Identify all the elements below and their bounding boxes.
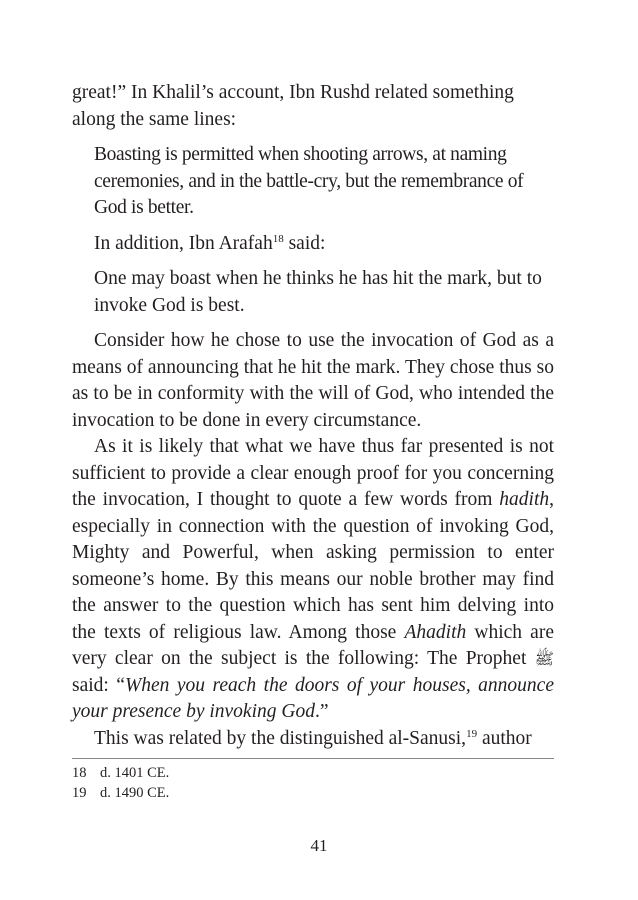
paragraph-text: author (477, 727, 532, 749)
paragraph-text: In addition, Ibn Arafah (94, 232, 273, 254)
paragraph-text: .” (314, 701, 329, 722)
footnote-18 (72, 763, 554, 783)
page-number: 41 (310, 836, 328, 855)
footnote-text: d. 1401 CE. (100, 765, 170, 781)
salawat-glyph-icon: ﷺ (534, 649, 554, 668)
footnote-19 (72, 783, 554, 803)
block-quote-ibn-arafah: One may boast when he thinks he has hit the mark, but to invoke God is best. (94, 268, 542, 316)
paragraph-sanusi (72, 726, 554, 753)
paragraph-invocation: Consider how he chose to use the invocation of God as a means of announcing that he hit the mark. They chose thus so as to be in conformity with the will of God, who intended the invocation to be done in every circumstance. (72, 330, 554, 431)
paragraph-text: which are very clear on the subject is the following: The Prophet (72, 621, 554, 669)
footnote-number: 19 (72, 785, 87, 801)
paragraph-text: , especially in connection with the question of invoking God, Mighty and Powerful, when asking permission to enter someone’s home. By this means our noble brother may find the answer to the question which has sent him delving into the texts of religious law. Among those (72, 489, 554, 643)
paragraph-hadith (72, 434, 554, 726)
italic-hadith-quote: When you reach the doors of your houses, announce your presence by invoking God (72, 674, 554, 722)
paragraph-text: As it is likely that what we have thus far presented is not sufficient to provide a clear enough proof for you concerning the invocation, I thought to quote a few words from (72, 436, 554, 510)
paragraph-ibn-arafah (72, 231, 554, 258)
italic-term-hadith: hadith (499, 489, 550, 510)
paragraph-text: This was related by the distinguished al-Sanusi, (94, 727, 467, 749)
footnote-ref-18[interactable]: 18 (272, 232, 284, 245)
paragraph-text: said: (283, 232, 326, 254)
footnote-text: d. 1490 CE. (100, 785, 170, 801)
page-body (72, 80, 554, 803)
footnote-number: 18 (72, 765, 87, 781)
paragraph-text: said: “ (72, 674, 125, 696)
footnote-ref-19[interactable]: 19 (466, 727, 478, 740)
block-quote-ibn-rushd: Boasting is permitted when shooting arrows, at naming ceremonies, and in the battle-cry, but the remembrance of God is better. (94, 144, 524, 218)
paragraph-continuation: great!” In Khalil’s account, Ibn Rushd related something along the same lines: (72, 82, 514, 130)
italic-term-ahadith: Ahadith (404, 621, 467, 643)
footnote-divider (72, 758, 554, 759)
